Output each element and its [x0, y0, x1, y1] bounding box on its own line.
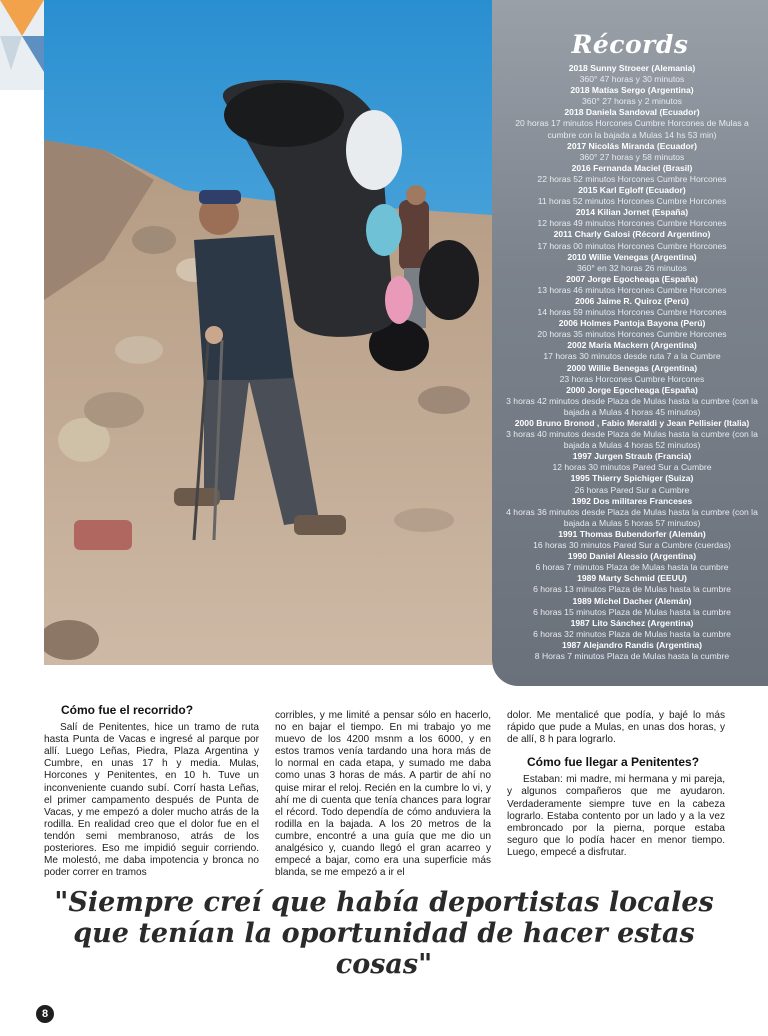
record-detail: 11 horas 52 minutos Horcones Cumbre Horcones — [537, 196, 727, 207]
record-detail: 17 horas 00 minutos Horcones Cumbre Horcones — [537, 240, 727, 251]
record-detail: 3 horas 40 minutos desde Plaza de Mulas hasta la cumbre (con la bajada a Mulas 4 horas 52 minutos) — [506, 429, 758, 451]
record-athlete: 2006 Jaime R. Quiroz (Perú) — [575, 295, 689, 306]
record-entry — [502, 596, 762, 618]
record-athlete: 1995 Thierry Spichiger (Suiza) — [570, 473, 694, 484]
record-entry — [502, 85, 762, 107]
record-detail: 17 horas 30 minutos desde ruta 7 a la Cumbre — [543, 351, 721, 362]
record-athlete: 2018 Sunny Stroeer (Alemania) — [568, 63, 696, 73]
record-detail: 360° 27 horas y 2 minutos — [582, 96, 682, 107]
record-detail: 22 horas 52 minutos Horcones Cumbre Horcones — [537, 173, 727, 184]
article-column-1 — [44, 704, 259, 879]
record-athlete: 2000 Bruno Bronod , Fabio Meraldi y Jean Pellisier (Italia) — [514, 418, 750, 428]
record-detail: 4 horas 36 minutos desde Plaza de Mulas hasta la cumbre (con la bajada a Mulas 5 horas 57 minutos) — [506, 506, 758, 528]
record-detail: 20 horas 35 minutos Horcones Cumbre Horcones — [537, 329, 727, 340]
record-detail: 360° 27 horas y 58 minutos — [579, 151, 685, 162]
article-column-2 — [275, 710, 491, 879]
paragraph: Estaban: mi madre, mi hermana y mi pareja, y algunos compañeros que me ayudaron. Verdaderamente siempre tuve en la cabeza lograrlo. Estaba contento por un lado y a la vez embroncado por la pierna, porque estaba seguro que lo podía hacer en menor tiempo. Luego, empecé a disfrutar. — [507, 774, 725, 858]
record-entry — [502, 229, 762, 251]
record-athlete: 2018 Matías Sergo (Argentina) — [570, 85, 694, 96]
record-athlete: 1990 Daniel Alessio (Argentina) — [567, 551, 697, 562]
record-detail: 360° en 32 horas 26 minutos — [577, 262, 687, 273]
record-athlete: 2000 Willie Benegas (Argentina) — [566, 362, 698, 373]
record-entry — [502, 573, 762, 595]
record-athlete: 2015 Karl Egloff (Ecuador) — [578, 185, 686, 196]
record-detail: 3 horas 42 minutos desde Plaza de Mulas hasta la cumbre (con la bajada a Mulas 4 horas 45 minutos) — [506, 395, 758, 417]
record-athlete: 2006 Holmes Pantoja Bayona (Perú) — [558, 318, 706, 329]
record-entry — [502, 340, 762, 362]
record-entry — [502, 141, 762, 163]
record-athlete: 1987 Lito Sánchez (Argentina) — [570, 617, 694, 628]
record-athlete: 1997 Jurgen Straub (Francia) — [572, 451, 692, 462]
record-entry — [502, 163, 762, 185]
record-detail: 23 horas Horcones Cumbre Horcones — [559, 373, 705, 384]
heading-recorrido: Cómo fue el recorrido? — [61, 703, 194, 717]
record-entry — [502, 274, 762, 296]
record-entry — [502, 473, 762, 495]
record-detail: 6 horas 7 minutos Plaza de Mulas hasta la cumbre — [535, 562, 729, 573]
record-detail: 14 horas 59 minutos Horcones Cumbre Horcones — [537, 307, 727, 318]
record-entry — [502, 640, 762, 662]
record-entry — [502, 318, 762, 340]
record-athlete: 2017 Nicolás Miranda (Ecuador) — [567, 140, 697, 151]
pull-quote: "Siempre creí que había deportistas locales que tenían la oportunidad de hacer estas cosas" — [54, 887, 714, 980]
record-entry — [502, 418, 762, 451]
record-detail: 6 horas 32 minutos Plaza de Mulas hasta la cumbre — [533, 628, 731, 639]
record-entry — [502, 496, 762, 529]
record-athlete: 2014 Kilian Jornet (España) — [575, 207, 689, 218]
record-athlete: 2010 Willie Venegas (Argentina) — [567, 251, 697, 262]
record-athlete: 2018 Daniela Sandoval (Ecuador) — [564, 107, 700, 118]
record-athlete: 2007 Jorge Egocheaga (España) — [566, 273, 698, 284]
record-detail: 6 horas 15 minutos Plaza de Mulas hasta la cumbre — [533, 606, 731, 617]
record-entry — [502, 363, 762, 385]
record-athlete: 1991 Thomas Bubendorfer (Alemán) — [558, 528, 706, 539]
record-entry — [502, 618, 762, 640]
record-detail: 360° 47 horas y 30 minutos — [579, 74, 685, 85]
paragraph: Salí de Penitentes, hice un tramo de ruta hasta Punta de Vacas e ingresé al parque por allí. Luego Leñas, Piedra, Plaza Argentina y Cumbre, en unas 17 h y media. Mulas, Horcones y Penitentes, en 10 h. Tuve un inconveniente cuando subí. Corrí hasta Leñas, el primer campamento después de Punta de Vacas, y me empezó a doler mucho atrás de la rodilla. En realidad creo que el dolor fue en el tendón semi membranoso, atrás de los posteriores. Eso me impidió seguir corriendo. Me molestó, me daba impotencia y bronca no poder correr en tramos — [44, 722, 259, 879]
record-athlete: 2000 Jorge Egocheaga (España) — [566, 384, 698, 395]
records-title: Récords — [571, 30, 689, 59]
record-athlete: 2011 Charly Galosi (Récord Argentino) — [553, 229, 711, 240]
record-entry — [502, 451, 762, 473]
heading-penitentes: Cómo fue llegar a Penitentes? — [527, 755, 700, 770]
record-detail: 6 horas 13 minutos Plaza de Mulas hasta la cumbre — [533, 584, 731, 595]
record-entry — [502, 207, 762, 229]
record-athlete: 2002 María Mackern (Argentina) — [567, 340, 697, 351]
record-entry — [502, 185, 762, 207]
record-athlete: 1989 Michel Dacher (Alemán) — [572, 595, 692, 606]
record-athlete: 1992 Dos militares Franceses — [571, 495, 693, 506]
record-entry — [502, 252, 762, 274]
record-athlete: 1989 Marty Schmid (EEUU) — [577, 573, 687, 584]
record-entry — [502, 529, 762, 551]
record-athlete: 1987 Alejandro Randis (Argentina) — [561, 639, 703, 650]
record-entry — [502, 63, 762, 85]
article-column-3 — [507, 710, 725, 859]
records-list — [492, 63, 768, 662]
record-athlete: 2016 Fernanda Maciel (Brasil) — [571, 162, 693, 173]
paragraph: corribles, y me limité a pensar sólo en hacerlo, no en bajar el tiempo. En mi trabajo yo me muevo de los 4200 msnm a los 6000, y en estos tramos venía tardando una hora más de lo normal en cada etapa, y sumado me daba como unas 3 horas de más. A partir de ahí no quise mirar el reloj. Recién en la cumbre lo vi, y ahí me di cuenta que tenía chances para lograr el récord. Todo dependía de cómo anduviera la rodilla en la bajada. A los 20 metros de la cumbre, encontré a una guía que me dio un analgésico y, cuando llegó el gran acarreo y empecé a bajar, como era una superficie más blanda, se me empezó a ir el — [275, 710, 491, 879]
records-sidebar — [492, 0, 768, 686]
record-entry — [502, 107, 762, 140]
record-entry — [502, 551, 762, 573]
record-entry — [502, 296, 762, 318]
record-detail: 12 horas 30 minutos Pared Sur a Cumbre — [552, 462, 712, 473]
mountaineer-photo — [44, 0, 492, 665]
record-entry — [502, 385, 762, 418]
paragraph: dolor. Me mentalicé que podía, y bajé lo más rápido que pude a Mulas, en unas dos horas, y de allí, 8 h para lograrlo. — [507, 710, 725, 746]
record-detail: 16 horas 30 minutos Pared Sur a Cumbre (cuerdas) — [533, 540, 731, 551]
record-detail: 26 horas Pared Sur a Cumbre — [574, 484, 690, 495]
record-detail: 13 horas 46 minutos Horcones Cumbre Horcones — [537, 284, 727, 295]
record-detail: 12 horas 49 minutos Horcones Cumbre Horcones — [537, 218, 727, 229]
record-detail: 20 horas 17 minutos Horcones Cumbre Horcones de Mulas a cumbre con la bajada a Mulas 14 hs 53 min) — [515, 118, 749, 140]
record-detail: 8 Horas 7 minutos Plaza de Mulas hasta la cumbre — [534, 650, 730, 661]
page-number: 8 — [36, 1005, 54, 1023]
